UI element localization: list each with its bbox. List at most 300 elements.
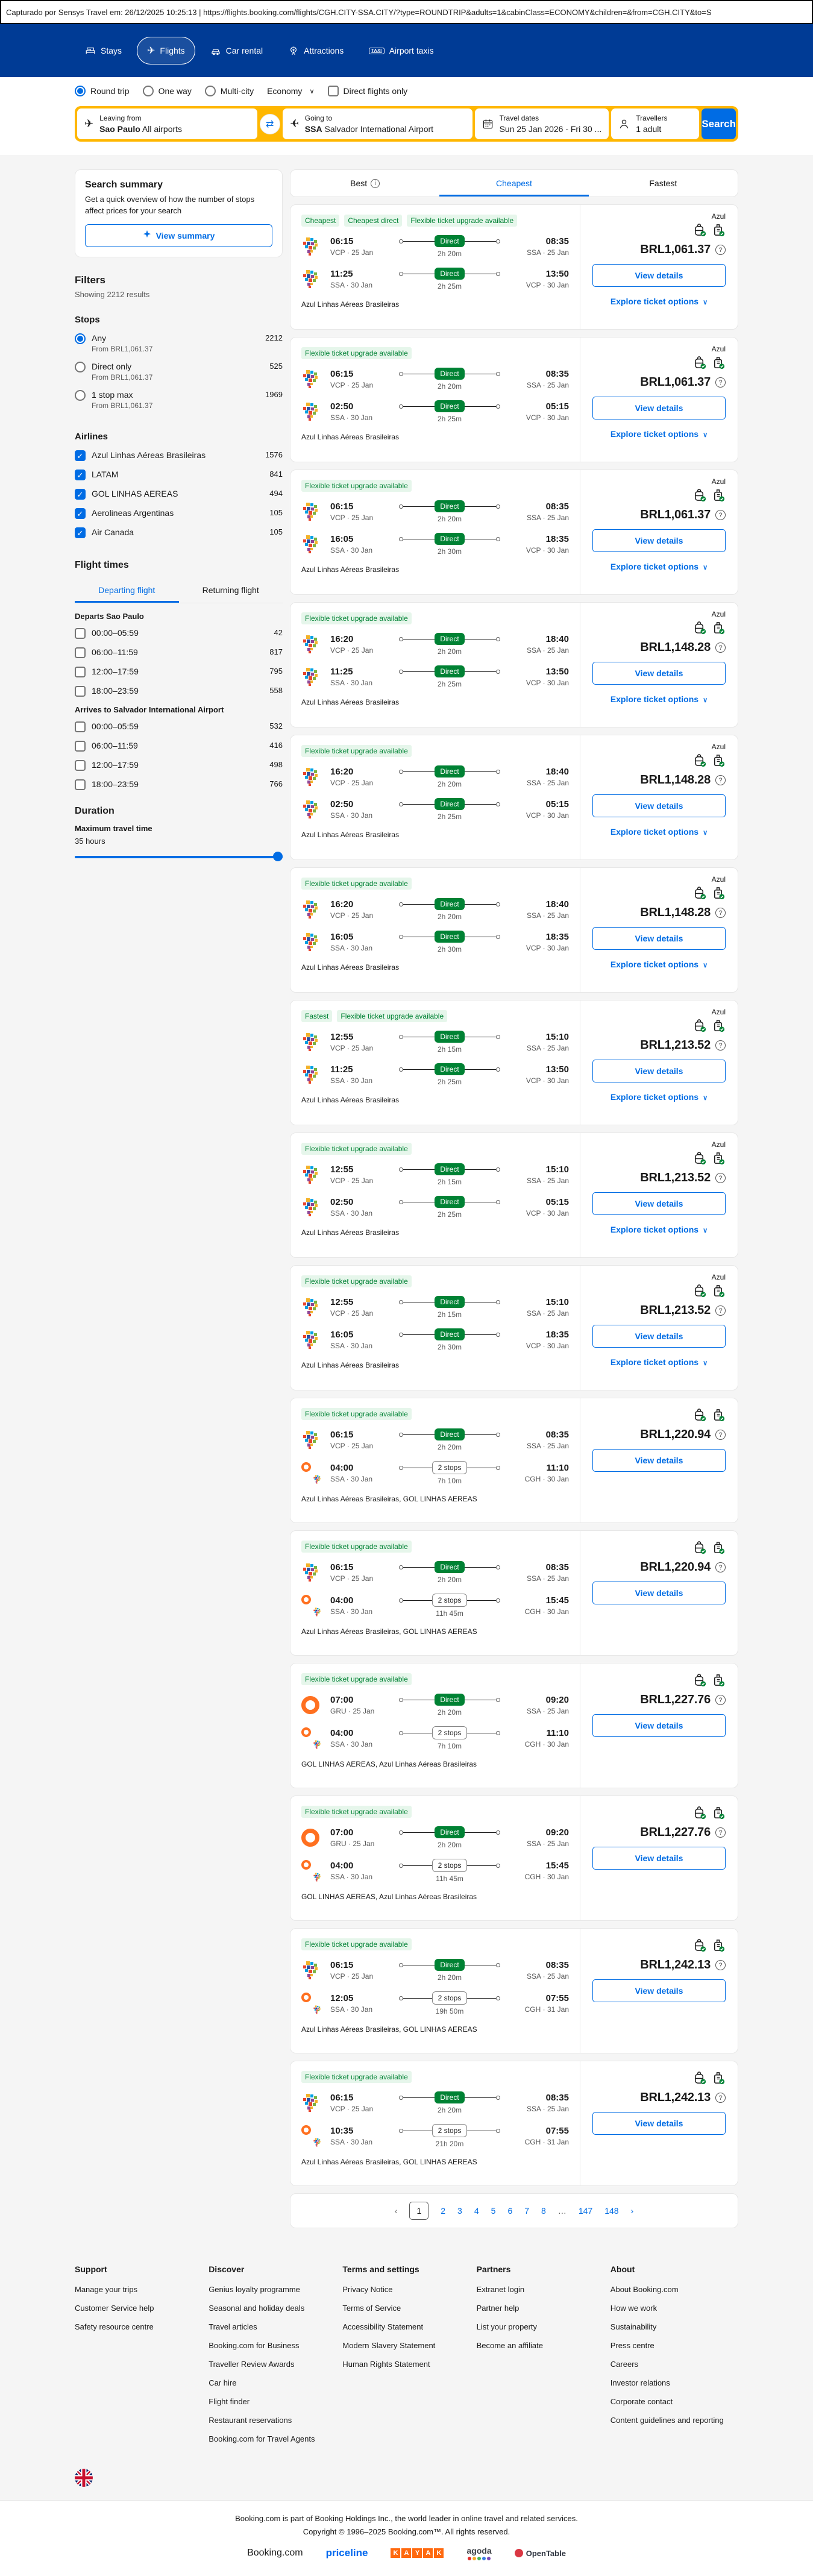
- language-selector-button[interactable]: [75, 2469, 93, 2487]
- price-row: [592, 641, 726, 655]
- nav-item-airport-taxis[interactable]: [359, 38, 444, 63]
- flight-price: BRL1,213.52: [640, 1038, 711, 1052]
- price-info-icon[interactable]: ?: [715, 1040, 726, 1051]
- badge-row: [301, 745, 569, 757]
- departure-block: [330, 667, 388, 687]
- explore-ticket-options-link[interactable]: Explore ticket options ∨: [610, 562, 708, 571]
- view-details-button[interactable]: View details: [592, 1582, 726, 1604]
- plane-landing-icon: ✈: [289, 118, 299, 130]
- view-details-button[interactable]: View details: [592, 794, 726, 817]
- view-details-button[interactable]: View details: [592, 1979, 726, 2002]
- flight-leg: [301, 931, 569, 953]
- price-info-icon[interactable]: ?: [715, 245, 726, 255]
- price-panel: [580, 1929, 738, 2053]
- pagination-page-7[interactable]: 7: [524, 2206, 530, 2216]
- baggage-icons: [693, 886, 726, 900]
- time-range-label: 00:00–05:59: [92, 721, 139, 731]
- flight-times-group: [75, 705, 283, 790]
- view-details-button[interactable]: View details: [592, 662, 726, 685]
- explore-ticket-options-link[interactable]: Explore ticket options ∨: [610, 1225, 708, 1234]
- price-info-icon[interactable]: ?: [715, 377, 726, 388]
- flight-leg: [301, 1031, 569, 1054]
- checked-bag-icon: [712, 1806, 726, 1820]
- footer-link-about-booking-com[interactable]: About Booking.com: [610, 2285, 679, 2294]
- footer-link-modern-slavery-statement[interactable]: Modern Slavery Statement: [342, 2341, 436, 2350]
- supplier-label: Azul: [711, 610, 726, 618]
- leaving-from-label: Leaving from: [99, 114, 142, 122]
- view-details-button[interactable]: View details: [592, 529, 726, 552]
- footer-link-privacy-notice[interactable]: Privacy Notice: [342, 2285, 393, 2294]
- footer-link-careers[interactable]: Careers: [610, 2360, 639, 2369]
- time-range-option[interactable]: [75, 741, 283, 752]
- badge-fastest: Fastest: [301, 1010, 332, 1022]
- footer-link-genius-loyalty-programme[interactable]: Genius loyalty programme: [209, 2285, 300, 2294]
- price-info-icon[interactable]: ?: [715, 1173, 726, 1183]
- price-info-icon[interactable]: ?: [715, 1827, 726, 1838]
- flight-result-card[interactable]: [290, 1000, 738, 1125]
- price-row: [592, 243, 726, 257]
- view-details-button[interactable]: View details: [592, 397, 726, 419]
- arrival-block: [511, 634, 569, 655]
- cabin-bag-icon: [693, 356, 707, 369]
- travel-dates-field[interactable]: [475, 108, 609, 139]
- going-to-value: SSA Salvador International Airport: [304, 124, 434, 134]
- supplier-label: Azul: [711, 477, 726, 486]
- flight-result-card[interactable]: [290, 1795, 738, 1921]
- footer-link-extranet-login[interactable]: Extranet login: [476, 2285, 525, 2294]
- time-range-option[interactable]: [75, 721, 283, 732]
- badge-flexible-ticket-upgrade-available: Flexible ticket upgrade available: [301, 1408, 412, 1420]
- travellers-field[interactable]: [611, 108, 699, 139]
- time-range-option[interactable]: [75, 686, 283, 697]
- footer-link-partner-help[interactable]: Partner help: [476, 2304, 520, 2313]
- flight-searchbar: [75, 106, 738, 142]
- price-row: [592, 1826, 726, 1839]
- view-details-button[interactable]: View details: [592, 1714, 726, 1737]
- flight-result-card[interactable]: [290, 470, 738, 595]
- flight-times-tab-returning-flight[interactable]: Returning flight: [202, 585, 259, 595]
- header-nav: [75, 37, 738, 64]
- trip-type-round-trip[interactable]: [75, 86, 130, 96]
- capture-bar: [0, 0, 813, 24]
- footer-link-press-centre[interactable]: Press centre: [610, 2341, 654, 2350]
- explore-ticket-options-link[interactable]: Explore ticket options ∨: [610, 297, 708, 306]
- view-details-button[interactable]: View details: [592, 1192, 726, 1215]
- nav-item-flights[interactable]: [137, 37, 195, 64]
- price-info-icon[interactable]: ?: [715, 1960, 726, 1970]
- flight-leg: [301, 1594, 569, 1618]
- time-range-option[interactable]: [75, 647, 283, 658]
- leg-duration: 2h 30m: [437, 1343, 462, 1351]
- footer-link-seasonal-and-holiday-deals[interactable]: Seasonal and holiday deals: [209, 2304, 305, 2313]
- explore-ticket-options-link[interactable]: Explore ticket options ∨: [610, 960, 708, 969]
- site-header: [0, 24, 813, 77]
- stops-option-any[interactable]: [75, 333, 283, 353]
- view-details-button[interactable]: View details: [592, 1847, 726, 1870]
- departure-block: [330, 534, 388, 554]
- view-summary-button[interactable]: View summary: [85, 224, 272, 247]
- time-range-count: 416: [269, 740, 283, 750]
- azul-logo: [301, 369, 323, 389]
- price-panel: [580, 1133, 738, 1257]
- flight-result-card[interactable]: [290, 735, 738, 860]
- departure-block: [330, 1861, 388, 1881]
- footer-column-title: Discover: [209, 2264, 245, 2274]
- departure-airport-date: VCP · 25 Jan: [330, 514, 374, 522]
- price-info-icon[interactable]: ?: [715, 1305, 726, 1316]
- pagination-next[interactable]: ›: [630, 2206, 634, 2216]
- baggage-icons: [693, 621, 726, 635]
- cabin-bag-icon: [693, 1938, 707, 1952]
- duration-value: 35 hours: [75, 836, 105, 846]
- badge-flexible-ticket-upgrade-available: Flexible ticket upgrade available: [301, 1275, 412, 1287]
- price-info-icon[interactable]: ?: [715, 908, 726, 918]
- leg-duration: 11h 45m: [436, 1874, 463, 1883]
- footer-link-flight-finder[interactable]: Flight finder: [209, 2397, 250, 2406]
- view-details-button[interactable]: View details: [592, 2112, 726, 2135]
- pagination-page-6[interactable]: 6: [507, 2206, 513, 2216]
- azul-logo-icon: [301, 1065, 321, 1084]
- price-row: [592, 773, 726, 787]
- airport-taxis-icon: TAXI: [369, 48, 384, 54]
- operating-airlines: Azul Linhas Aéreas Brasileiras: [301, 698, 400, 706]
- duration-slider-thumb[interactable]: [273, 852, 283, 861]
- brand-logo-agoda[interactable]: agoda: [466, 2546, 491, 2560]
- flight-result-card[interactable]: [290, 602, 738, 727]
- filters-title: Filters: [75, 274, 106, 286]
- explore-ticket-options-link[interactable]: Explore ticket options ∨: [610, 429, 708, 439]
- stops-badge: 2 stops: [432, 1726, 468, 1739]
- arrival-time: 09:20: [545, 1827, 569, 1838]
- leg-duration: 2h 15m: [437, 1178, 462, 1186]
- price-info-icon[interactable]: ?: [715, 642, 726, 653]
- nav-item-label: Flights: [160, 46, 185, 55]
- departure-time: 16:05: [330, 1330, 354, 1340]
- explore-ticket-options-link[interactable]: Explore ticket options ∨: [610, 1357, 708, 1367]
- trip-type-multi-city[interactable]: [205, 86, 254, 96]
- flight-leg: [301, 1726, 569, 1750]
- azul-logo-icon: [301, 502, 321, 521]
- airline-option-label: Aerolineas Argentinas: [92, 507, 174, 518]
- departure-block: [330, 1197, 388, 1217]
- brand-logo-kayak[interactable]: K A Y A K: [391, 2548, 444, 2558]
- badge-flexible-ticket-upgrade-available: Flexible ticket upgrade available: [337, 1010, 447, 1022]
- stops-badge: Direct: [435, 1196, 464, 1208]
- arrival-block: [511, 799, 569, 820]
- arrival-airport-date: VCP · 30 Jan: [526, 546, 569, 554]
- baggage-icons: [693, 1151, 726, 1165]
- supplier-label: Azul: [711, 1140, 726, 1149]
- stops-option-price: From BRL1,061.37: [92, 344, 153, 353]
- stops-badge: Direct: [435, 268, 464, 280]
- time-range-option[interactable]: [75, 628, 283, 639]
- checked-bag-icon: [712, 2071, 726, 2085]
- flight-result-card[interactable]: [290, 1928, 738, 2053]
- departure-time: 04:00: [330, 1728, 354, 1738]
- arrival-time: 15:10: [545, 1164, 569, 1175]
- sort-tab-best[interactable]: [290, 170, 439, 196]
- footer-link-human-rights-statement[interactable]: Human Rights Statement: [342, 2360, 430, 2369]
- departure-time: 07:00: [330, 1695, 354, 1705]
- brand-logo-priceline[interactable]: priceline: [325, 2547, 368, 2559]
- footer-column-partners: [477, 2264, 604, 2453]
- stops-badge: Direct: [435, 1063, 464, 1075]
- flight-result-card[interactable]: [290, 204, 738, 330]
- brand-logo-opentable[interactable]: OpenTable: [515, 2549, 566, 2558]
- leg-duration: 2h 30m: [437, 945, 462, 953]
- azul-logo-icon: [301, 269, 321, 289]
- nav-item-car-rental[interactable]: [200, 37, 273, 64]
- checkbox-icon: ✓: [75, 450, 86, 461]
- going-to-field[interactable]: [283, 108, 472, 139]
- leg-duration: 2h 20m: [437, 1443, 462, 1451]
- airline-option-gol-linhas-aereas[interactable]: [75, 489, 283, 500]
- airline-option-label: GOL LINHAS AEREAS: [92, 488, 178, 498]
- badge-flexible-ticket-upgrade-available: Flexible ticket upgrade available: [301, 347, 412, 359]
- pagination-page-8[interactable]: 8: [541, 2206, 546, 2216]
- footer-link-restaurant-reservations[interactable]: Restaurant reservations: [209, 2416, 292, 2425]
- badge-flexible-ticket-upgrade-available: Flexible ticket upgrade available: [407, 215, 517, 227]
- brand-logos: [0, 2546, 813, 2560]
- swap-airports-button[interactable]: [260, 114, 280, 134]
- flight-result-card[interactable]: [290, 867, 738, 993]
- airline-option-aerolineas-argentinas[interactable]: [75, 508, 283, 519]
- footer-link-travel-articles[interactable]: Travel articles: [209, 2322, 257, 2331]
- leg-duration: 11h 45m: [436, 1609, 463, 1618]
- airline-option-label: LATAM: [92, 469, 119, 479]
- search-summary-title: Search summary: [85, 180, 163, 190]
- pagination-page-2[interactable]: 2: [441, 2206, 446, 2216]
- footer-link-booking-com-for-travel-agents[interactable]: Booking.com for Travel Agents: [209, 2434, 315, 2443]
- badge-flexible-ticket-upgrade-available: Flexible ticket upgrade available: [301, 612, 412, 624]
- departure-airport-date: SSA · 30 Jan: [330, 2138, 373, 2146]
- arrival-airport-date: SSA · 25 Jan: [526, 381, 569, 389]
- arrival-airport-date: SSA · 25 Jan: [526, 1972, 569, 1981]
- stops-badge: Direct: [435, 1826, 464, 1838]
- flight-result-card[interactable]: [290, 1132, 738, 1258]
- checkbox-icon: [75, 721, 86, 732]
- time-range-option[interactable]: [75, 779, 283, 790]
- azul-logo: [301, 635, 323, 654]
- legal-line-2: Copyright © 1996–2025 Booking.com™. All rights reserved.: [303, 2527, 510, 2536]
- departure-time: 06:15: [330, 369, 354, 379]
- azul-logo: [301, 1563, 323, 1582]
- price-info-icon[interactable]: ?: [715, 510, 726, 520]
- departure-time: 12:55: [330, 1164, 354, 1175]
- flight-result-card[interactable]: [290, 2061, 738, 2186]
- azul-logo-icon: [313, 1607, 322, 1616]
- pagination-page-148[interactable]: 148: [604, 2206, 619, 2216]
- arrival-block: [511, 401, 569, 422]
- leg-duration: 7h 10m: [437, 1742, 462, 1750]
- price-info-icon[interactable]: ?: [715, 2093, 726, 2103]
- pagination-page-3[interactable]: 3: [457, 2206, 462, 2216]
- price-row: [592, 1560, 726, 1574]
- time-range-count: 817: [269, 647, 283, 656]
- price-info-icon[interactable]: ?: [715, 1562, 726, 1572]
- footer-link-list-your-property[interactable]: List your property: [476, 2322, 538, 2331]
- gol-azul-logos: [301, 1462, 323, 1484]
- airline-option-azul-linhas-a-reas-brasileiras[interactable]: [75, 450, 283, 461]
- flight-leg: [301, 500, 569, 523]
- info-icon[interactable]: i: [371, 179, 380, 188]
- pagination: [290, 2193, 738, 2228]
- footer-column-title: Terms and settings: [342, 2264, 419, 2274]
- time-range-option[interactable]: [75, 760, 283, 771]
- footer-link-sustainability[interactable]: Sustainability: [610, 2322, 657, 2331]
- trip-type-one-way[interactable]: [143, 86, 192, 96]
- supplier-label: Azul: [711, 212, 726, 221]
- azul-logo-icon: [313, 2138, 322, 2147]
- flight-price: BRL1,227.76: [640, 1826, 711, 1839]
- pagination-page-5[interactable]: 5: [491, 2206, 496, 2216]
- arrival-airport-date: SSA · 25 Jan: [526, 1442, 569, 1450]
- view-details-button[interactable]: View details: [592, 927, 726, 950]
- explore-ticket-options-link[interactable]: Explore ticket options ∨: [610, 1092, 708, 1102]
- explore-ticket-options-link[interactable]: Explore ticket options ∨: [610, 694, 708, 704]
- pagination-page-1[interactable]: 1: [409, 2202, 428, 2220]
- gol-logo-icon: [301, 1829, 319, 1847]
- explore-ticket-options-link[interactable]: Explore ticket options ∨: [610, 827, 708, 837]
- leg-timeline: [395, 1163, 504, 1186]
- footer-link-car-hire[interactable]: Car hire: [209, 2378, 237, 2387]
- airline-option-latam[interactable]: [75, 470, 283, 480]
- leg-timeline: [395, 1959, 504, 1982]
- footer-link-manage-your-trips[interactable]: Manage your trips: [75, 2285, 138, 2294]
- departure-block: [330, 1330, 388, 1350]
- footer-link-accessibility-statement[interactable]: Accessibility Statement: [342, 2322, 424, 2331]
- stops-badge: Direct: [435, 633, 464, 645]
- airline-option-air-canada[interactable]: [75, 527, 283, 538]
- departure-time: 02:50: [330, 1197, 354, 1207]
- sort-tab-fastest[interactable]: [589, 170, 738, 196]
- arrival-block: [511, 2126, 569, 2146]
- flight-times-tab-departing-flight[interactable]: Departing flight: [75, 579, 179, 603]
- departure-airport-date: SSA · 30 Jan: [330, 1209, 373, 1217]
- sort-tabs: [290, 169, 738, 197]
- footer-link-traveller-review-awards[interactable]: Traveller Review Awards: [209, 2360, 295, 2369]
- flight-info: [290, 1663, 580, 1788]
- footer-link-become-an-affiliate[interactable]: Become an affiliate: [476, 2341, 543, 2350]
- leg-duration: 2h 20m: [437, 913, 462, 921]
- leg-duration: 2h 20m: [437, 382, 462, 391]
- departure-airport-date: VCP · 25 Jan: [330, 248, 374, 257]
- leaving-from-field[interactable]: [77, 108, 257, 139]
- cabin-class-select[interactable]: [267, 86, 314, 96]
- main-content: [75, 155, 738, 2244]
- price-panel: [580, 338, 738, 462]
- nav-item-stays[interactable]: [75, 37, 132, 64]
- flight-result-card[interactable]: [290, 337, 738, 462]
- sort-tab-cheapest[interactable]: [439, 170, 588, 196]
- departure-time: 16:20: [330, 899, 354, 909]
- azul-logo-icon: [301, 800, 321, 819]
- price-info-icon[interactable]: ?: [715, 1695, 726, 1705]
- flight-result-card[interactable]: [290, 1530, 738, 1656]
- badge-cheapest: Cheapest: [301, 215, 339, 227]
- arrival-block: [511, 1562, 569, 1583]
- footer-link-terms-of-service[interactable]: Terms of Service: [342, 2304, 401, 2313]
- departure-airport-date: VCP · 25 Jan: [330, 1574, 374, 1583]
- flight-result-card[interactable]: [290, 1265, 738, 1390]
- flight-price: BRL1,242.13: [640, 1958, 711, 1971]
- footer-link-corporate-contact[interactable]: Corporate contact: [610, 2397, 673, 2406]
- time-range-option[interactable]: [75, 667, 283, 677]
- stops-badge: 2 stops: [432, 1461, 468, 1474]
- cabin-bag-icon: [693, 1408, 707, 1422]
- pagination-page-4[interactable]: 4: [474, 2206, 479, 2216]
- flight-price: BRL1,213.52: [640, 1304, 711, 1317]
- leg-duration: 2h 20m: [437, 250, 462, 258]
- cabin-bag-icon: [693, 1541, 707, 1554]
- arrival-time: 18:35: [545, 932, 569, 942]
- footer-link-safety-resource-centre[interactable]: Safety resource centre: [75, 2322, 154, 2331]
- footer-link-investor-relations[interactable]: Investor relations: [610, 2378, 670, 2387]
- leg-duration: 2h 30m: [437, 547, 462, 556]
- checkbox-icon: [328, 86, 339, 96]
- flight-price: BRL1,213.52: [640, 1171, 711, 1184]
- arrival-airport-date: SSA · 25 Jan: [526, 2105, 569, 2113]
- radio-icon: [205, 86, 216, 96]
- flight-result-card[interactable]: [290, 1398, 738, 1523]
- nav-item-attractions[interactable]: [278, 37, 354, 64]
- footer-link-booking-com-for-business[interactable]: Booking.com for Business: [209, 2341, 300, 2350]
- arrival-block: [511, 1032, 569, 1052]
- stops-option-1-stop-max[interactable]: [75, 390, 283, 410]
- view-details-button[interactable]: View details: [592, 1060, 726, 1082]
- pagination-page-147[interactable]: 147: [578, 2206, 593, 2216]
- person-icon: [618, 118, 630, 130]
- azul-logo: [301, 1298, 323, 1317]
- azul-logo-icon: [313, 2005, 322, 2014]
- search-button[interactable]: Search: [702, 108, 736, 139]
- price-info-icon[interactable]: ?: [715, 775, 726, 785]
- price-panel: [580, 1663, 738, 1788]
- azul-logo: [301, 1165, 323, 1184]
- footer-link-customer-service-help[interactable]: Customer Service help: [75, 2304, 154, 2313]
- direct-flights-checkbox[interactable]: [328, 86, 408, 96]
- brand-logo-booking-com[interactable]: Booking.com: [247, 2548, 303, 2558]
- departure-block: [330, 1430, 388, 1450]
- departure-airport-date: SSA · 30 Jan: [330, 413, 373, 422]
- operating-airlines: GOL LINHAS AEREAS, Azul Linhas Aéreas Brasileiras: [301, 1760, 477, 1768]
- chevron-down-icon: ∨: [309, 87, 315, 95]
- flight-result-card[interactable]: [290, 1663, 738, 1788]
- radio-icon: [75, 362, 86, 372]
- view-details-button[interactable]: View details: [592, 1449, 726, 1472]
- view-details-button[interactable]: View details: [592, 1325, 726, 1348]
- view-details-button[interactable]: View details: [592, 264, 726, 287]
- footer-link-content-guidelines-and-reporting[interactable]: Content guidelines and reporting: [610, 2416, 724, 2425]
- azul-logo: [301, 1961, 323, 1980]
- price-info-icon[interactable]: ?: [715, 1430, 726, 1440]
- operating-airlines: Azul Linhas Aéreas Brasileiras: [301, 831, 400, 839]
- arrival-block: [511, 1960, 569, 1981]
- stops-option-direct-only[interactable]: [75, 362, 283, 382]
- stops-badge: Direct: [435, 400, 464, 412]
- chevron-down-icon: ∨: [701, 299, 708, 306]
- flight-leg: [301, 2124, 569, 2148]
- badge-row: [301, 215, 569, 227]
- flight-leg: [301, 1328, 569, 1351]
- pagination-prev[interactable]: ‹: [394, 2206, 398, 2216]
- leaving-from-value: Sao Paulo All airports: [99, 124, 183, 134]
- operating-airlines: Azul Linhas Aéreas Brasileiras, GOL LINHAS AEREAS: [301, 1627, 477, 1636]
- time-range-count: 766: [269, 779, 283, 788]
- footer-link-how-we-work[interactable]: How we work: [610, 2304, 658, 2313]
- checked-bag-icon: [712, 1673, 726, 1687]
- pagination-ellipsis: …: [557, 2206, 567, 2216]
